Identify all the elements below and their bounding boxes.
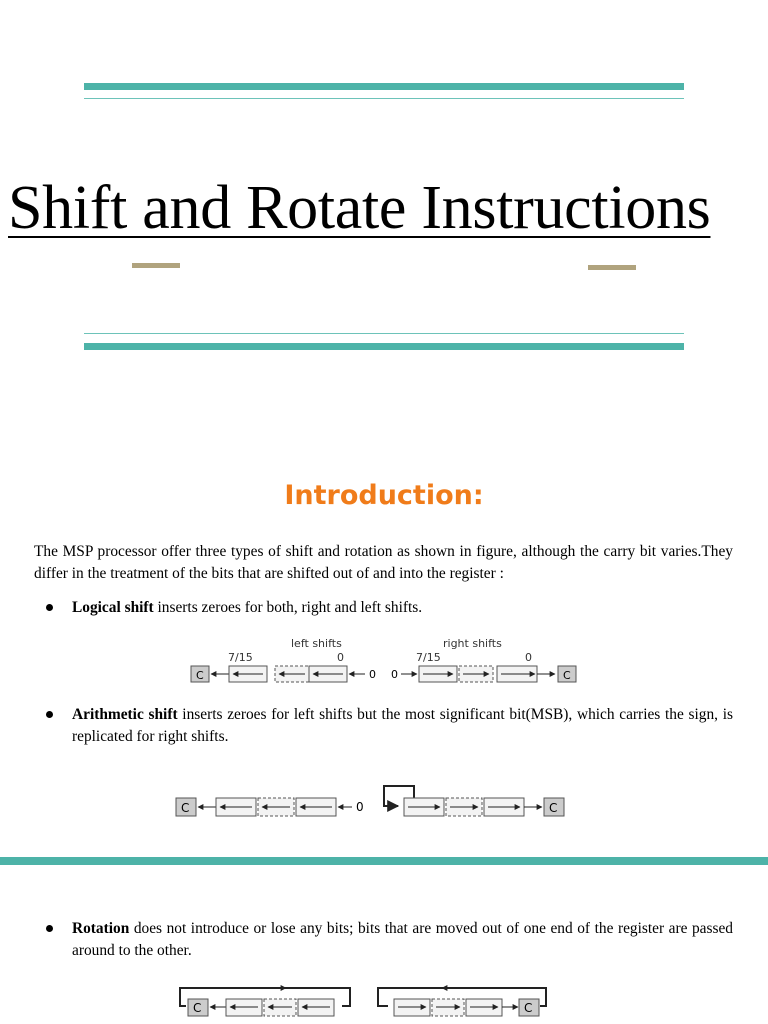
title-dash-right [588, 265, 636, 270]
bullet-term: Logical shift [72, 599, 154, 616]
bullet-term: Arithmetic shift [72, 706, 178, 723]
top-rule-thick [84, 83, 684, 90]
logical-shift-figure [185, 632, 585, 688]
carry-label-right: C [563, 669, 571, 682]
bottom-rule-thin [84, 333, 684, 334]
right-fill-zero: 0 [391, 668, 398, 681]
left-fill-zero: 0 [369, 668, 376, 681]
carry-label-left: C [196, 669, 204, 682]
intro-paragraph: The MSP processor offer three types of shift and rotation as shown in figure, although the carry bit varies.They differ in the treatment of the bits that are shifted out of and into the register : [34, 543, 733, 582]
bullet-arithmetic-shift [72, 704, 733, 748]
bottom-rule-thick [84, 343, 684, 350]
right-shifts-label: right shifts [443, 637, 502, 650]
right-msb-label: 7/15 [416, 651, 441, 664]
bullet-logical-shift [72, 597, 733, 619]
left-msb-label: 7/15 [228, 651, 253, 664]
left-lsb-label: 0 [337, 651, 344, 664]
carry-label-right: C [549, 801, 558, 815]
carry-label-left: C [193, 1001, 202, 1015]
section-divider [0, 857, 768, 865]
arithmetic-shift-figure [170, 782, 570, 824]
right-lsb-label: 0 [525, 651, 532, 664]
bullet-dot [46, 925, 53, 932]
bullet-dot [46, 711, 53, 718]
title-dash-left [132, 263, 180, 268]
intro-heading: Introduction: [284, 480, 484, 511]
bullet-text: does not introduce or lose any bits; bits that are moved out of one end of the register are passed around to the other. [72, 920, 733, 959]
carry-label-left: C [181, 801, 190, 815]
bullet-term: Rotation [72, 920, 130, 937]
bullet-dot [46, 604, 53, 611]
left-shifts-label: left shifts [291, 637, 342, 650]
carry-label-right: C [524, 1001, 533, 1015]
bullet-rotation [72, 918, 733, 962]
arith-fill-zero: 0 [356, 800, 364, 814]
page-title: Shift and Rotate Instructions [8, 174, 711, 242]
rotation-figure [174, 980, 554, 1022]
bullet-text: inserts zeroes for both, right and left shifts. [153, 599, 423, 616]
bullet-text: inserts zeroes for left shifts but the most significant bit(MSB), which carries the sign, is replicated for right shifts. [72, 706, 733, 745]
top-rule-thin [84, 98, 684, 99]
